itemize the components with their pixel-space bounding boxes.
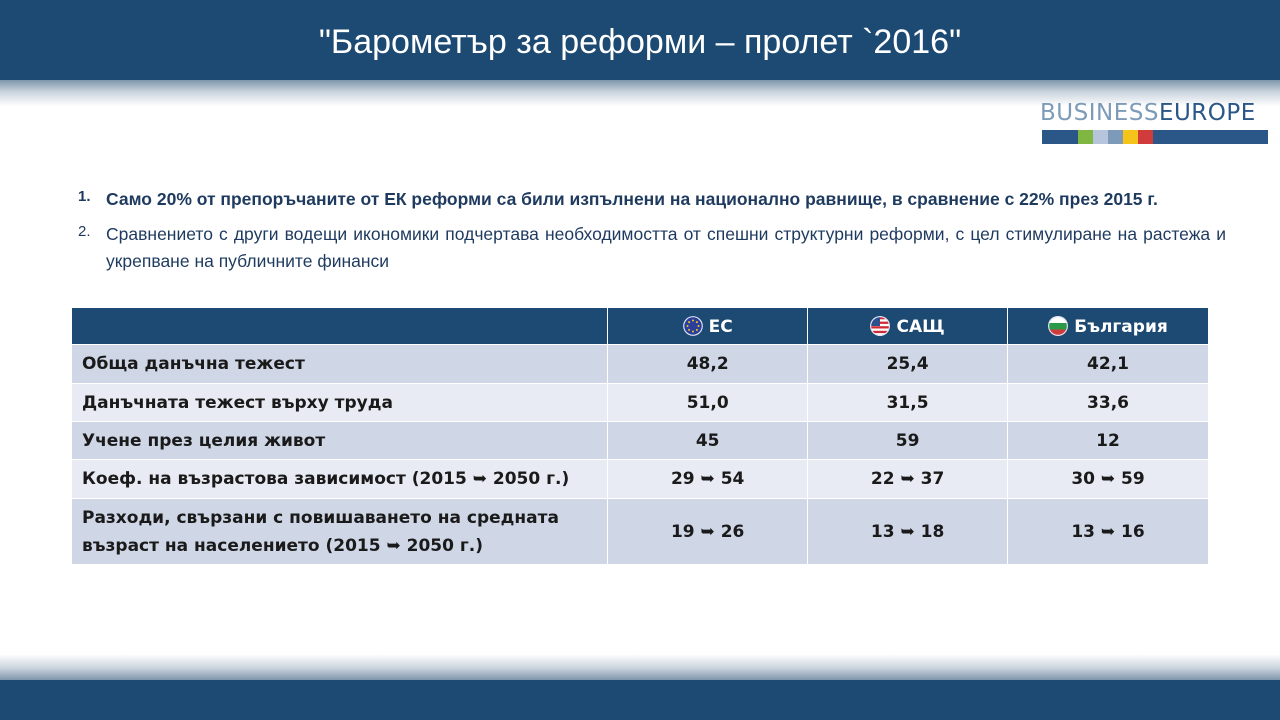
logo-stripe-segment [1123,130,1138,144]
cell-bulgaria: 33,6 [1008,384,1209,422]
cell-bulgaria: 30 ➥ 59 [1008,460,1209,499]
us-flag-icon [870,316,890,336]
footer-fade [0,654,1280,680]
key-point-1 [78,186,1226,213]
cell-usa: 13 ➥ 18 [808,499,1008,565]
comparison-table [72,308,1209,565]
cell-eu: 45 [608,422,808,460]
cell-usa: 25,4 [808,345,1008,384]
table-row [72,345,1209,384]
logo-stripe-segment [1108,130,1123,144]
table-header-row [72,308,1209,345]
logo-color-stripe [1042,130,1268,144]
row-label: Учене през целия живот [72,422,608,460]
cell-bulgaria: 12 [1008,422,1209,460]
header-label-bulgaria: България [1074,316,1168,337]
slide-title: "Барометър за реформи – пролет `2016" [318,23,962,61]
row-label: Разходи, свързани с повишаването на средната възраст на населението (2015 ➥ 2050 г.) [72,499,608,565]
cell-eu: 48,2 [608,345,808,384]
eu-flag-icon [683,316,703,336]
table-header-empty [72,308,608,345]
logo-text-part-1: BUSINESS [1040,100,1159,126]
cell-bulgaria: 13 ➥ 16 [1008,499,1209,565]
header-label-eu: ЕС [708,316,733,337]
key-points-list [78,186,1226,283]
cell-usa: 31,5 [808,384,1008,422]
table-row [72,384,1209,422]
cell-usa: 59 [808,422,1008,460]
key-point-number: 1. [78,188,91,205]
logo-text [1040,99,1270,127]
businesseurope-logo [1040,99,1270,147]
row-label: Данъчната тежест върху труда [72,384,608,422]
table-header-usa [808,308,1008,345]
key-point-text: Само 20% от препоръчаните от ЕК реформи са били изпълнени на национално равнище, в сравнение с 22% през 2015 г. [106,189,1158,209]
cell-eu: 19 ➥ 26 [608,499,808,565]
logo-text-part-2: EUROPE [1158,100,1256,126]
cell-eu: 29 ➥ 54 [608,460,808,499]
logo-stripe-segment [1042,130,1078,144]
table-row [72,422,1209,460]
key-point-text: Сравнението с други водещи икономики подчертава необходимостта от спешни структурни реформи, с цел стимулиране на растежа и укрепване на публичните финанси [106,224,1226,271]
logo-stripe-segment [1078,130,1093,144]
cell-bulgaria: 42,1 [1008,345,1209,384]
row-label: Обща данъчна тежест [72,345,608,384]
bg-flag-icon [1048,316,1068,336]
logo-stripe-segment [1153,130,1268,144]
cell-eu: 51,0 [608,384,808,422]
table-header-bulgaria [1008,308,1209,345]
key-point-2 [78,221,1226,275]
logo-stripe-segment [1093,130,1108,144]
cell-usa: 22 ➥ 37 [808,460,1008,499]
row-label: Коеф. на възрастова зависимост (2015 ➥ 2050 г.) [72,460,608,499]
logo-stripe-segment [1138,130,1153,144]
header-label-usa: САЩ [896,316,945,337]
table-header-eu [608,308,808,345]
footer-bar [0,680,1280,720]
table-row [72,499,1209,565]
table-row [72,460,1209,499]
key-point-number: 2. [78,223,91,240]
